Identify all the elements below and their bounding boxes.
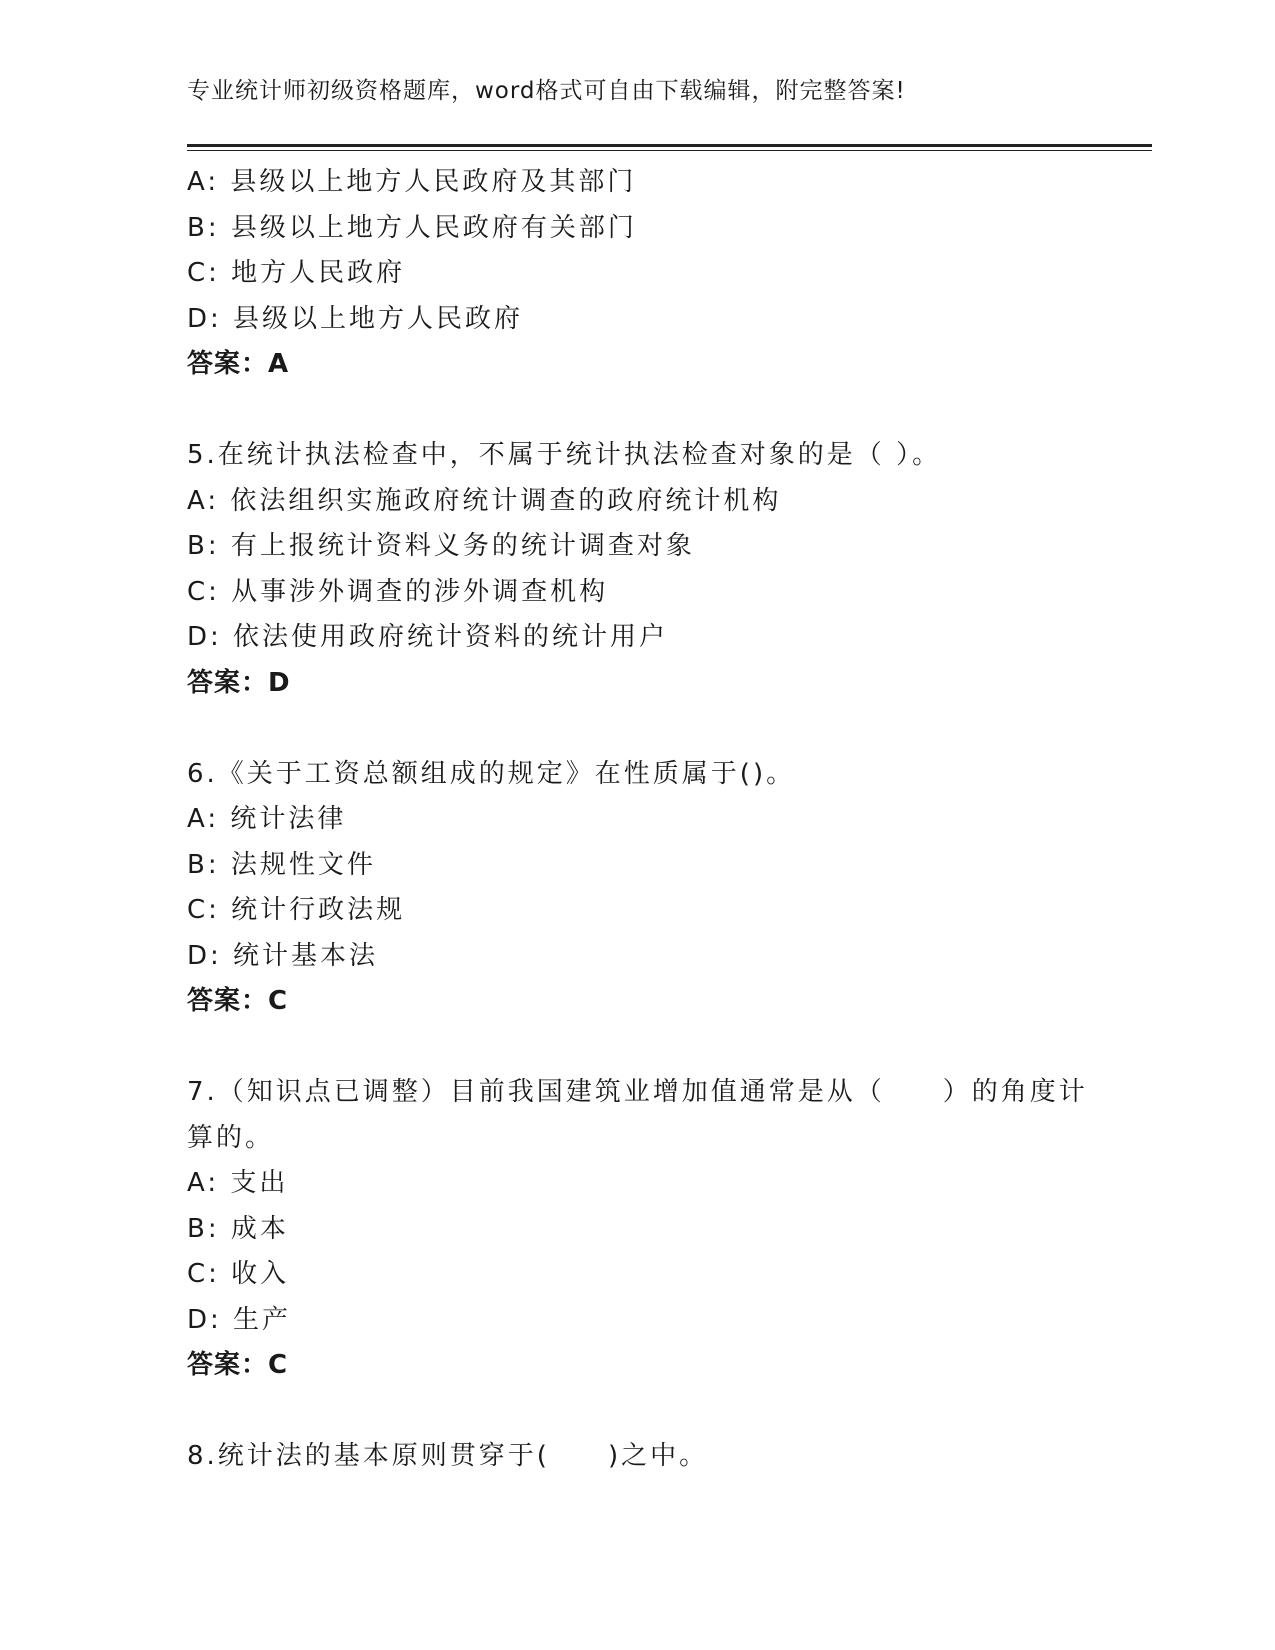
question-8-stem: 8.统计法的基本原则贯穿于( )之中。 [187, 1441, 709, 1471]
question-4 [187, 160, 1087, 388]
question-8 [187, 1434, 1087, 1480]
question-4-option-b: B: 县级以上地方人民政府有关部门 [187, 212, 637, 243]
spacer [187, 1389, 1087, 1435]
question-6 [187, 752, 1087, 1025]
question-5-answer: 答案：D [187, 667, 291, 698]
question-6-option-b: B: 法规性文件 [187, 849, 376, 880]
question-7 [187, 1070, 1087, 1389]
question-4-option-d: D: 县级以上地方人民政府 [187, 303, 524, 334]
spacer [187, 1025, 1087, 1071]
question-5 [187, 433, 1087, 706]
question-4-option-c: C: 地方人民政府 [187, 258, 406, 288]
question-7-stem-line-2: 算的。 [187, 1122, 275, 1153]
question-6-option-a: A: 统计法律 [187, 804, 347, 834]
question-5-stem: 5.在统计执法检查中，不属于统计执法检查对象的是（ ）。 [187, 440, 942, 470]
question-5-option-b: B: 有上报统计资料义务的统计调查对象 [187, 531, 695, 561]
question-4-option-a: A: 县级以上地方人民政府及其部门 [187, 167, 637, 197]
spacer [187, 388, 1087, 434]
question-7-answer: 答案：C [187, 1350, 289, 1380]
question-list [187, 160, 1087, 1480]
header-rule-thin [187, 150, 1152, 151]
question-6-answer: 答案：C [187, 986, 289, 1016]
header-rule-thick [187, 144, 1152, 147]
question-7-option-c: C: 收入 [187, 1259, 290, 1289]
question-6-stem: 6.《关于工资总额组成的规定》在性质属于()。 [187, 758, 796, 789]
question-7-option-d: D: 生产 [187, 1304, 292, 1335]
question-7-option-a: A: 支出 [187, 1168, 289, 1198]
question-7-stem-line-1: 7.（知识点已调整）目前我国建筑业增加值通常是从（ ）的角度计 [187, 1077, 1088, 1107]
spacer [187, 706, 1087, 752]
document-header: 专业统计师初级资格题库，word格式可自由下载编辑，附完整答案! [187, 78, 906, 104]
question-6-option-c: C: 统计行政法规 [187, 895, 406, 925]
question-4-answer: 答案：A [187, 349, 290, 379]
question-6-option-d: D: 统计基本法 [187, 940, 379, 971]
question-5-option-c: C: 从事涉外调查的涉外调查机构 [187, 576, 609, 607]
question-5-option-d: D: 依法使用政府统计资料的统计用户 [187, 622, 669, 652]
question-5-option-a: A: 依法组织实施政府统计调查的政府统计机构 [187, 485, 782, 516]
question-7-option-b: B: 成本 [187, 1213, 289, 1244]
